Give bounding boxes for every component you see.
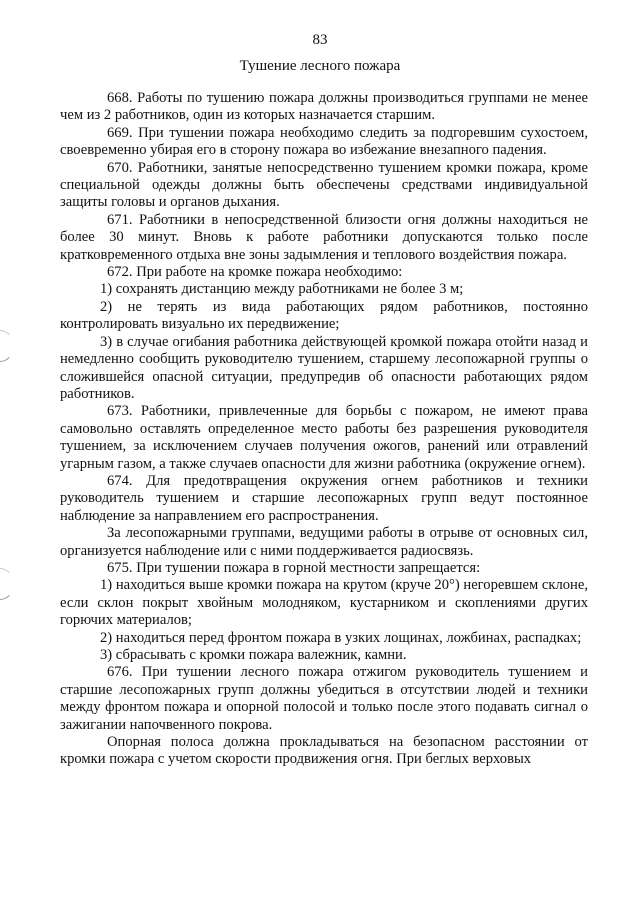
list-item: 1) сохранять дистанцию между работниками не более 3 м;	[100, 281, 464, 298]
paragraph-673: 673. Работники, привлеченные для борьбы с пожаром, не имеют права самовольно оставлять определенное место работы без разрешения руководителя тушением, за исключением случаев получения ожогов, ранений или отравлений угарным газом, а также случаев опасности для жизни работника (окружение огнем).	[60, 403, 588, 472]
paragraph-675: 675. При тушении пожара в горной местности запрещается:	[107, 559, 481, 576]
paragraph-676: 676. При тушении лесного пожара отжигом руководитель тушением и старшие лесопожарных групп должны убедиться в отсутствии людей и техники между фронтом пожара и опорной полосой и только после этого подавать сигнал о зажигании напочвенного покрова.	[60, 664, 588, 733]
list-item: 2) не терять из вида работающих рядом работников, постоянно контролировать визуально их передвижение;	[60, 298, 588, 333]
list-item: 2) находиться перед фронтом пожара в узких лощинах, ложбинах, распадках;	[100, 629, 582, 646]
paragraph-676-continued: Опорная полоса должна прокладываться на безопасном расстоянии от кромки пожара с учетом скорости продвижения огня. При беглых верховых	[60, 734, 588, 768]
paragraph-672: 672. При работе на кромке пожара необходимо:	[107, 264, 403, 281]
paragraph-674-continued: За лесопожарными группами, ведущими работы в отрыве от основных сил, организуется наблюдение или с ними поддерживается радиосвязь.	[60, 525, 588, 559]
paragraph-671: 671. Работники в непосредственной близости огня должны находиться не более 30 минут. Вновь к работе работники допускаются только после кратковременного отдыха вне зоны задымления и теплового воздействия пожара.	[60, 211, 588, 263]
page-number: 83	[312, 32, 328, 48]
list-item: 3) в случае огибания работника действующей кромкой пожара отойти назад и немедленно сообщить руководителю тушением, старшему лесопожарной группы о сложившейся опасной ситуации, предупредив об опасности работающих рядом работников.	[60, 333, 588, 402]
list-item: 1) находиться выше кромки пожара на крутом (круче 20°) негоревшем склоне, если склон покрыт хвойным молодняком, кустарником и скоплениями других горючих материалов;	[60, 577, 588, 629]
binder-hole-mark	[0, 330, 14, 362]
paragraph-670: 670. Работники, занятые непосредственно тушением кромки пожара, кроме специальной одежды должны быть обеспечены средствами индивидуальной защиты головы и органов дыхания.	[60, 159, 588, 211]
section-title: Тушение лесного пожара	[239, 58, 401, 74]
binder-hole-mark	[0, 568, 14, 600]
paragraph-674: 674. Для предотвращения окружения огнем работников и техники руководитель тушением и старшие лесопожарных групп ведут постоянное наблюдение за направлением его распространения.	[60, 472, 588, 524]
paragraph-668: 668. Работы по тушению пожара должны производиться группами не менее чем из 2 работников, один из которых назначается старшим.	[60, 90, 588, 124]
list-item: 3) сбрасывать с кромки пожара валежник, камни.	[100, 647, 407, 663]
document-body	[60, 90, 588, 769]
paragraph-669: 669. При тушении пожара необходимо следить за подгоревшим сухостоем, своевременно убирая его в сторону пожара во избежание внезапного падения.	[60, 124, 588, 159]
